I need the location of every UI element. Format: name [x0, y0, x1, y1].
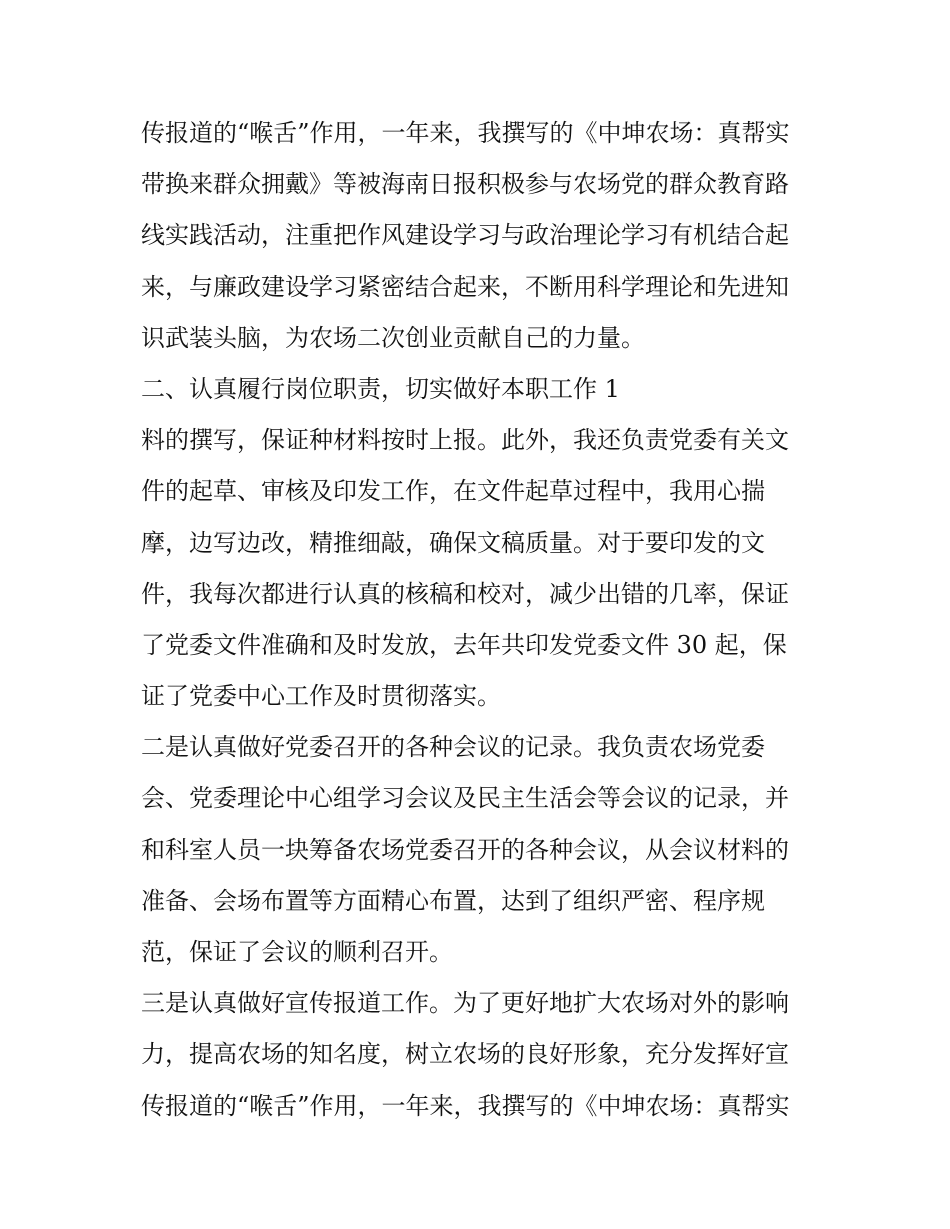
text-line: 和科室人员一块筹备农场党委召开的各种会议，从会议材料的	[141, 835, 789, 864]
text-line: 范，保证了会议的顺利召开。	[141, 938, 453, 966]
text-line: 了党委文件准确和及时发放，去年共印发党委文件 30 起，保	[141, 630, 787, 659]
text-line: 证了党委中心工作及时贯彻落实。	[141, 682, 501, 711]
text-line: 带换来群众拥戴》等被海南日报积极参与农场党的群众教育路	[141, 170, 789, 199]
section-heading: 二、认真履行岗位职责，切实做好本职工作 1	[141, 374, 620, 403]
text-line: 传报道的“喉舌”作用，一年来，我撰写的《中坤农场：真帮实	[141, 1091, 790, 1120]
text-line: 来，与廉政建设学习紧密结合起来，不断用科学理论和先进知	[141, 272, 789, 301]
text-line: 准备、会场布置等方面精心布置，达到了组织严密、程序规	[141, 886, 765, 915]
document-body	[141, 108, 821, 1132]
text-line: 摩，边写边改，精推细敲，确保文稿质量。对于要印发的文	[141, 528, 765, 557]
text-line: 料的撰写，保证种材料按时上报。此外，我还负责党委有关文	[141, 426, 789, 455]
text-line: 力，提高农场的知名度，树立农场的良好形象，充分发挥好宣	[141, 1040, 789, 1069]
text-line: 件，我每次都进行认真的核稿和校对，减少出错的几率，保证	[141, 579, 789, 608]
text-line: 会、党委理论中心组学习会议及民主生活会等会议的记录，并	[141, 784, 789, 813]
text-line: 传报道的“喉舌”作用，一年来，我撰写的《中坤农场：真帮实	[141, 119, 790, 147]
text-line: 三是认真做好宣传报道工作。为了更好地扩大农场对外的影响	[141, 989, 789, 1018]
text-line: 识武装头脑，为农场二次创业贡献自己的力量。	[141, 323, 645, 352]
text-line: 件的起草、审核及印发工作，在文件起草过程中，我用心揣	[141, 477, 765, 506]
text-line: 二是认真做好党委召开的各种会议的记录。我负责农场党委	[141, 733, 765, 762]
text-line: 线实践活动，注重把作风建设学习与政治理论学习有机结合起	[141, 221, 789, 250]
